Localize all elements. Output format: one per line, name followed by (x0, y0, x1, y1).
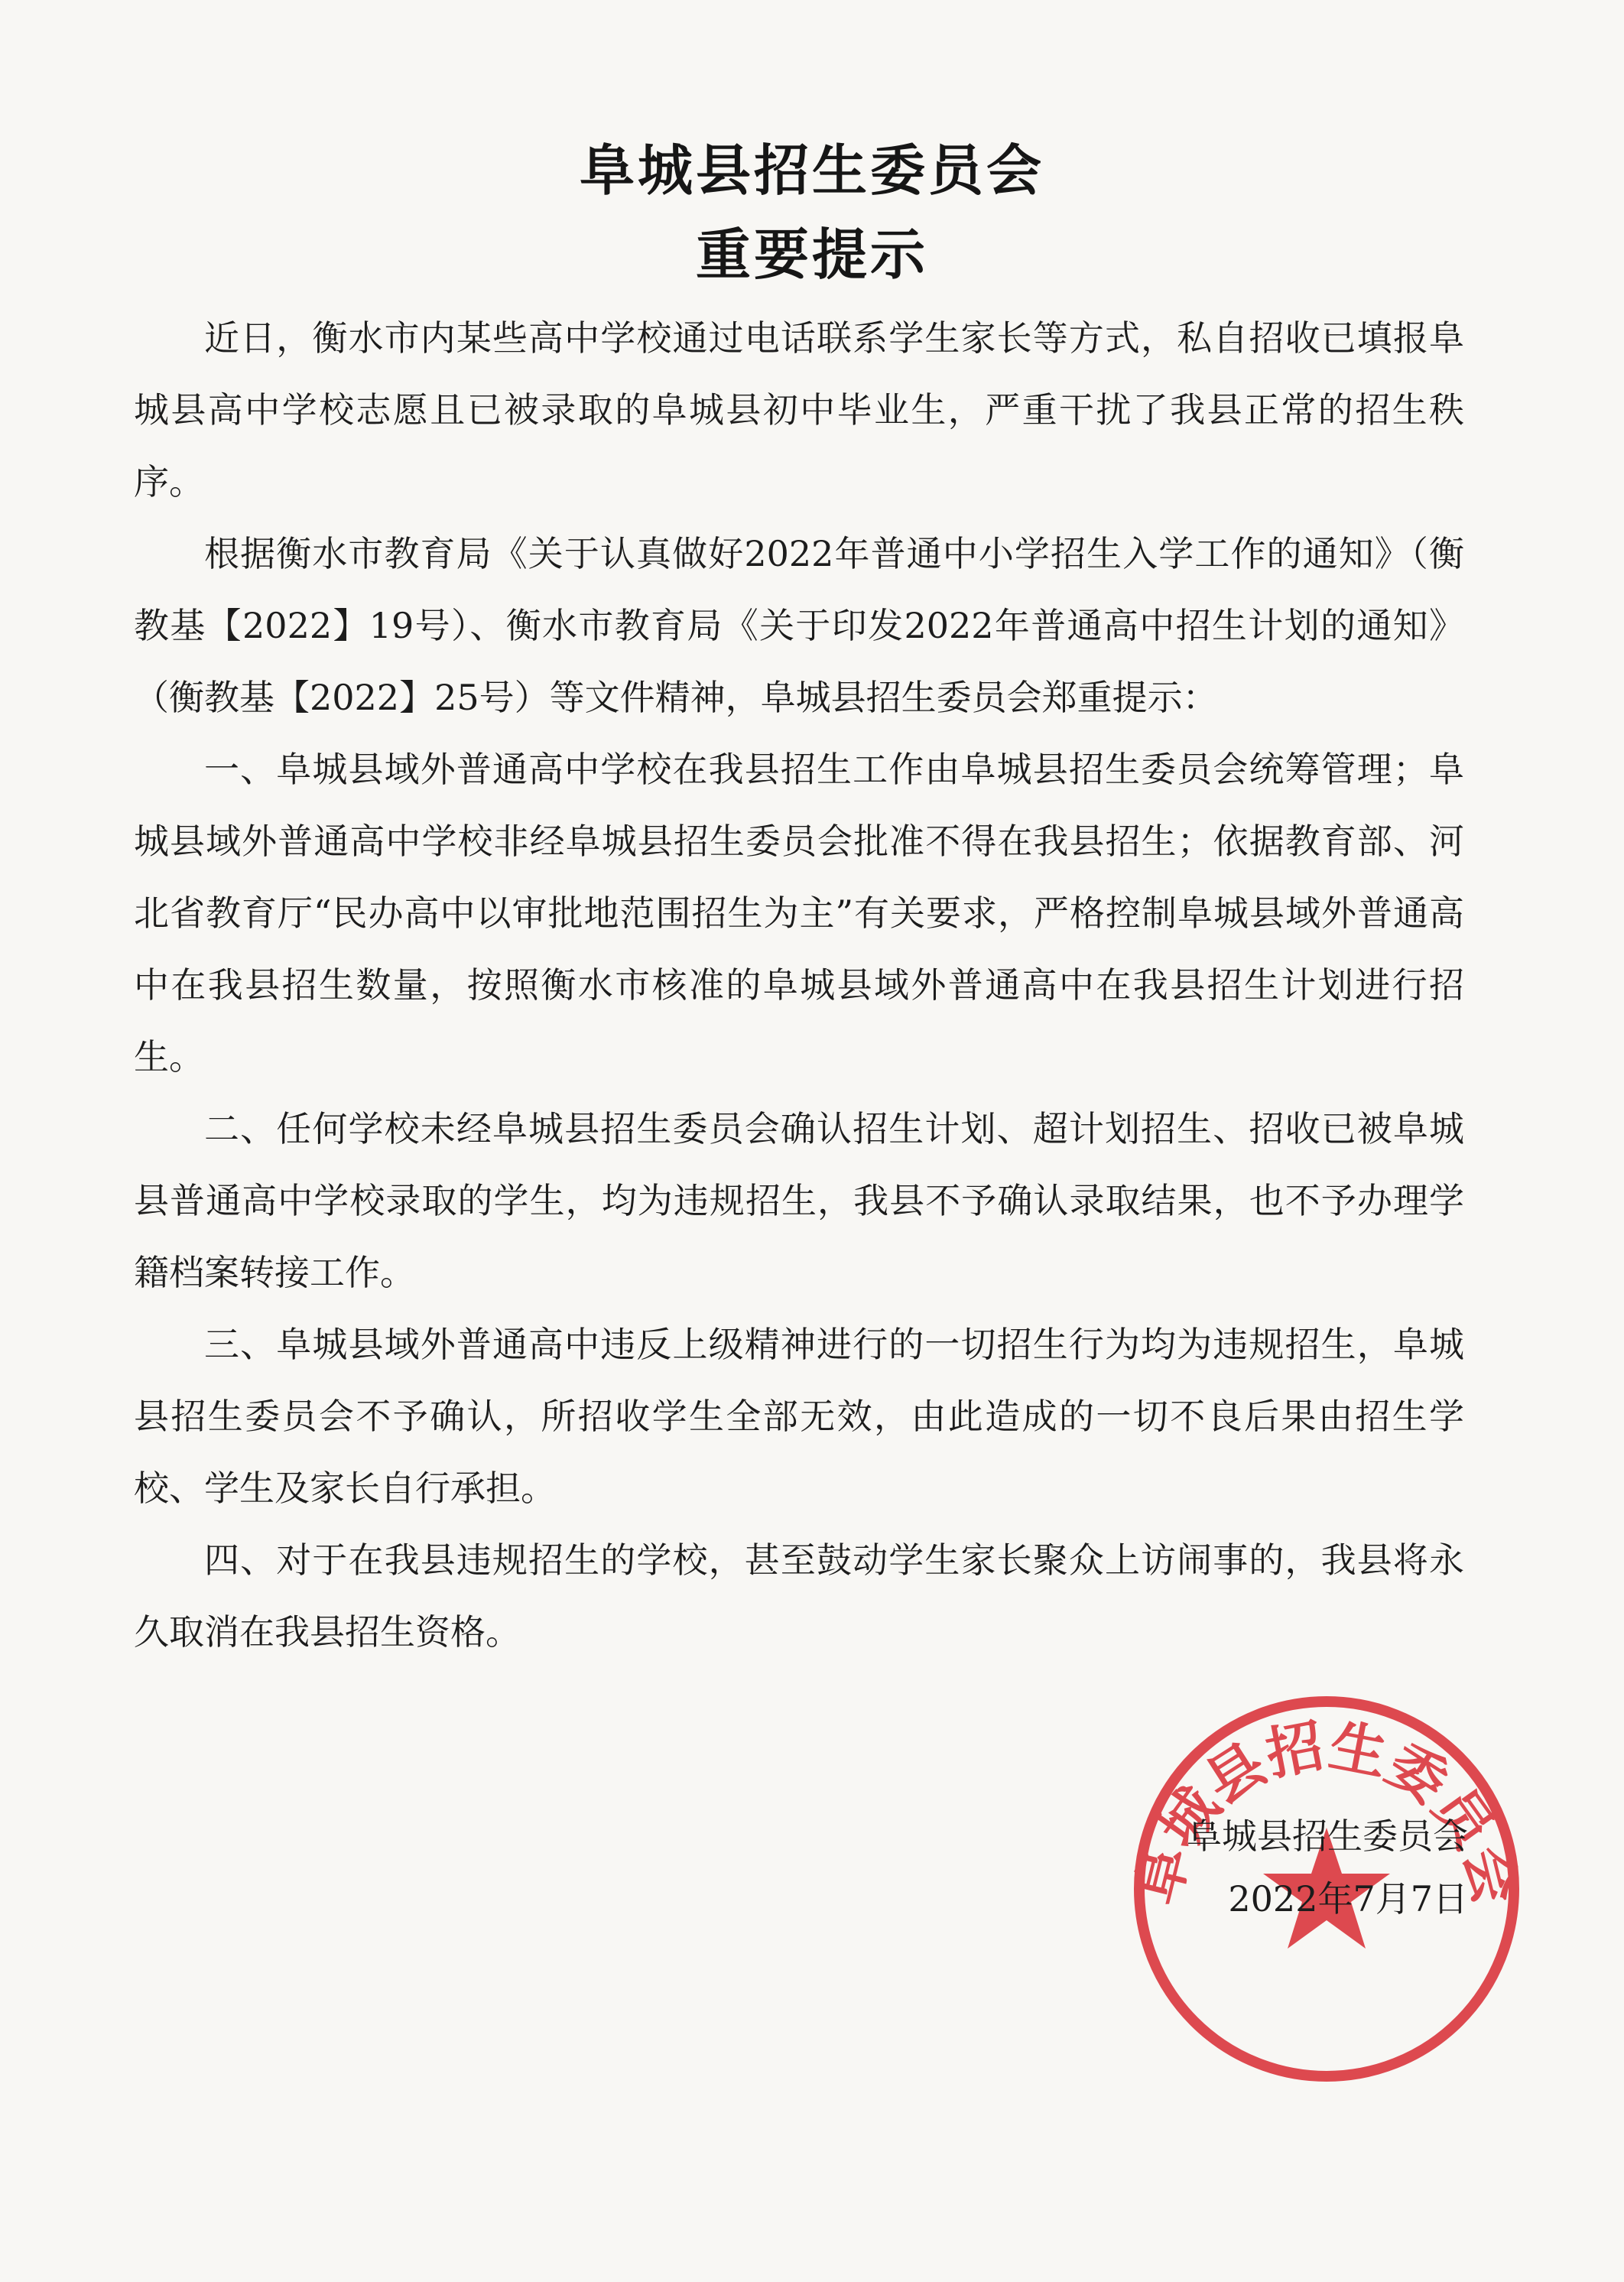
document-body (134, 302, 1464, 1668)
signature-date: 2022年7月7日 (1228, 1878, 1468, 1920)
seal-arc-text: 阜城县招生委员会 (1124, 1712, 1529, 1911)
paragraph-basis: 根据衡水市教育局《关于认真做好2022年普通中小学招生入学工作的通知》（衡教基【2022】19号）、衡水市教育局《关于印发2022年普通高中招生计划的通知》（衡教基【2022】25号）等文件精神，阜城县招生委员会郑重提示： (134, 533, 1464, 718)
signature-org: 阜城县招生委员会 (1187, 1816, 1468, 1857)
document-subtitle: 重要提示 (695, 223, 928, 287)
document-title: 阜城县招生委员会 (579, 138, 1044, 203)
paragraph-item-3: 三、阜城县域外普通高中违反上级精神进行的一切招生行为均为违规招生，阜城县招生委员会不予确认，所招收学生全部无效，由此造成的一切不良后果由招生学校、学生及家长自行承担。 (134, 1324, 1464, 1509)
paragraph-intro: 近日，衡水市内某些高中学校通过电话联系学生家长等方式，私自招收已填报阜城县高中学校志愿且已被录取的阜城县初中毕业生，严重干扰了我县正常的招生秩序。 (134, 317, 1464, 502)
paragraph-item-4: 四、对于在我县违规招生的学校，甚至鼓动学生家长聚众上访闹事的，我县将永久取消在我县招生资格。 (134, 1539, 1464, 1653)
signature-block (1147, 1805, 1468, 1930)
paragraph-item-2: 二、任何学校未经阜城县招生委员会确认招生计划、超计划招生、招收已被阜城县普通高中学校录取的学生，均为违规招生，我县不予确认录取结果，也不予办理学籍档案转接工作。 (134, 1108, 1464, 1293)
paragraph-item-1: 一、阜城县域外普通高中学校在我县招生工作由阜城县招生委员会统筹管理；阜城县域外普通高中学校非经阜城县招生委员会批准不得在我县招生；依据教育部、河北省教育厅“民办高中以审批地范围招生为主”有关要求，严格控制阜城县域外普通高中在我县招生数量，按照衡水市核准的阜城县域外普通高中在我县招生计划进行招生。 (134, 749, 1464, 1078)
